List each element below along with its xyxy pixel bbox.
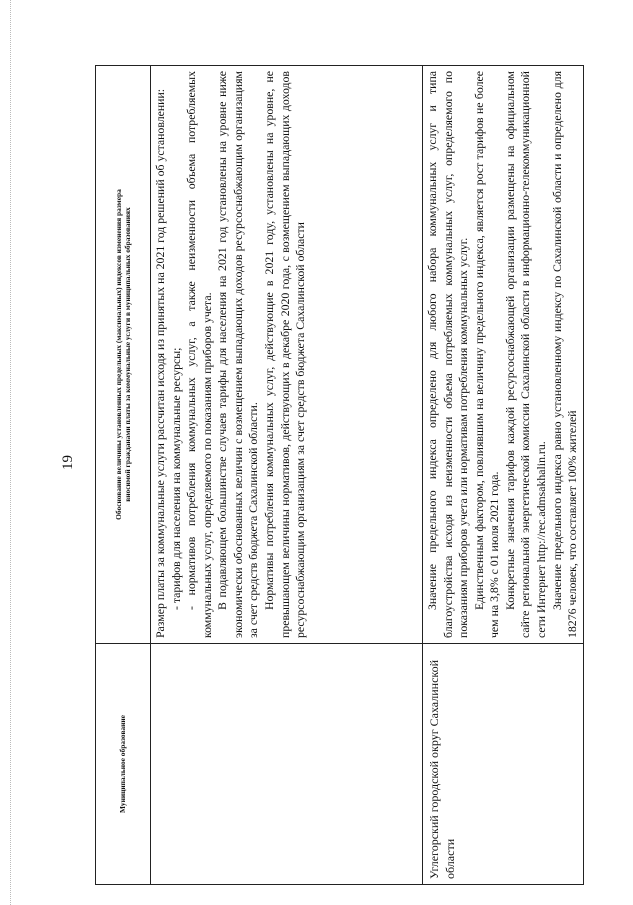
paragraph: - тарифов для населения на коммунальные ресурсы; (168, 347, 183, 610)
justification-cell (151, 66, 423, 644)
page-number: 19 (60, 455, 76, 470)
paragraph: Нормативы потребления коммунальных услуг, действующие в 2021 году, установлены на уровне, не превышающем величины нормативов, действующих в декабре 2020 года, с возмещением выпадающих доходов ресурсоснабжающим организациям за счет средств бюджета Сахалинской области (261, 71, 308, 638)
scan-edge-dots (10, 0, 15, 905)
paragraph: - нормативов потребления коммунальных услуг, а также неизменности объема потребляемых коммунальных услуг, определяемого по показаниям приборов учета. (184, 71, 214, 638)
paragraph: Единственным фактором, повлиявшим на величину предельного индекса, является рост тарифов не более чем на 3,8% с 01 июля 2021 года. (471, 71, 502, 638)
header-justification (96, 66, 151, 644)
paragraph: Конкретные значения тарифов каждой ресурсоснабжающей организации размещены на официальном сайте региональной энергетической комиссии Сахалинской области в информационно-телекоммуникационной сети Интернет http://rec.admsakhalin.ru. (502, 71, 548, 638)
municipality-cell (151, 644, 423, 885)
header-municipality: Муниципальное образование (96, 644, 151, 885)
index-justification-table (95, 65, 584, 885)
header-justification-line2: вносимой гражданами платы за коммунальные услуги в муниципальных образованиях (123, 207, 132, 502)
municipality-cell: Углегорский городской округ Сахалинской области (423, 644, 584, 885)
paragraph: В подавляющем большинстве случаев тарифы для населения на 2021 год установлены на уровне ниже экономически обоснованных величин с возмещением выпадающих доходов ресурсоснабжающим организациям за счет средств бюджета Сахалинской области. (215, 71, 261, 638)
paragraph: Размер платы за коммунальные услуги рассчитан исходя из принятых на 2021 год решений об установлении: (153, 88, 167, 638)
justification-cell (423, 66, 584, 644)
rotated-table-container (95, 65, 580, 885)
table-header-row (96, 66, 151, 885)
paragraph: Значение предельного индекса определено для любого набора коммунальных услуг и типа благоустройства исходя из неизменности объема потребляемых коммунальных услуг, определяемого по показаниям приборов учета или нормативам потребления коммунальных услуг. (425, 71, 471, 638)
header-justification-line1: Обоснование величины установленных предельных (максимальных) индексов изменения размера (113, 189, 123, 520)
paragraph: Значение предельного индекса равно установленному индексу по Сахалинской области и определено для 18276 человек, что составляет 100% жителей (549, 71, 580, 638)
table-row (423, 66, 584, 885)
table-row (151, 66, 423, 885)
